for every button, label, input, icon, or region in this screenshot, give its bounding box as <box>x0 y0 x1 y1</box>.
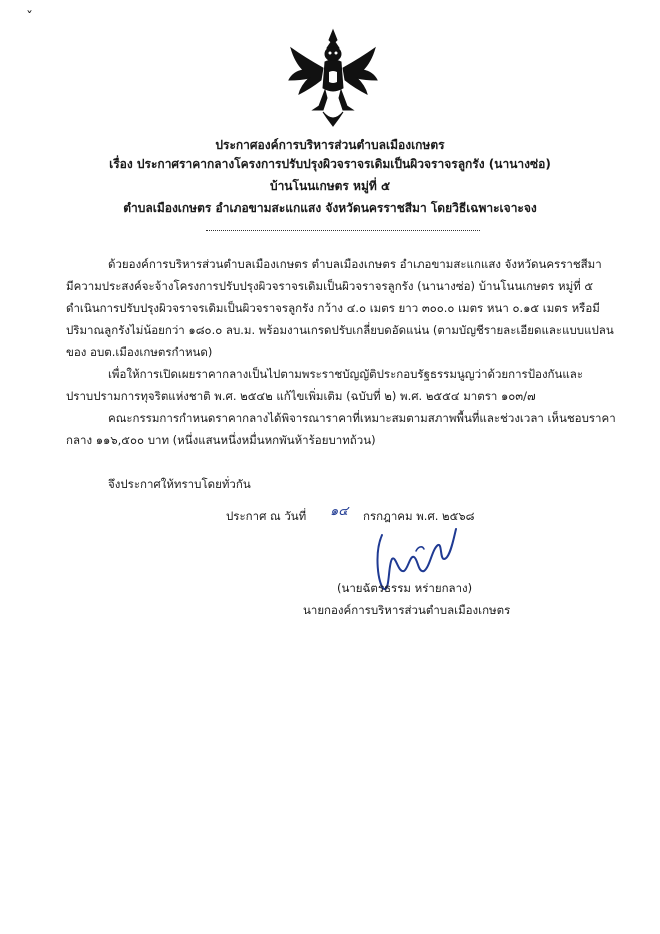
body-line: มีความประสงค์จะจ้างโครงการปรับปรุงผิวจราจรเดิมเป็นผิวจราจรลูกรัง (นานางซ่อ) บ้านโนนเกษตร หมู่ที่ ๕ <box>66 279 594 293</box>
announce-date-prefix: ประกาศ ณ วันที่ <box>226 509 307 523</box>
village-line: บ้านโนนเกษตร หมู่ที่ ๕ <box>269 179 391 193</box>
body-line: ดำเนินการปรับปรุงผิวจราจรเดิมเป็นผิวจราจรลูกรัง กว้าง ๔.๐ เมตร ยาว ๓๐๐.๐ เมตร หนา ๐.๑๕ เมตร หรือมี <box>66 301 600 315</box>
location-line: ตำบลเมืองเกษตร อำเภอขามสะแกแสง จังหวัดนครราชสีมา โดยวิธีเฉพาะเจาะจง <box>123 201 537 215</box>
dotted-divider <box>206 230 480 231</box>
corner-mark: ˇ <box>26 10 33 26</box>
announce-month-year: กรกฎาคม พ.ศ. ๒๕๖๘ <box>363 509 475 523</box>
body-line: ปริมาณลูกรังไม่น้อยกว่า ๑๘๐.๐ ลบ.ม. พร้อมงานเกรดปรับเกลี่ยบดอัดแน่น (ตามบัญชีรายละเอียดและแบบแปลน <box>66 323 614 337</box>
body-line: เพื่อให้การเปิดเผยราคากลางเป็นไปตามพระราชบัญญัติประกอบรัฐธรรมนูญว่าด้วยการป้องกันและ <box>108 367 584 381</box>
body-line: กลาง ๑๑๖,๕๐๐ บาท (หนึ่งแสนหนึ่งหมื่นหกพันห้าร้อยบาทถ้วน) <box>66 433 376 447</box>
body-line: ด้วยองค์การบริหารส่วนตำบลเมืองเกษตร ตำบลเมืองเกษตร อำเภอขามสะแกแสง จังหวัดนครราชสีมา <box>108 257 602 271</box>
subject-line: เรื่อง ประกาศราคากลางโครงการปรับปรุงผิวจราจรเดิมเป็นผิวจราจรลูกรัง (นานางซ่อ) <box>109 157 551 171</box>
signer-name: (นายฉัตรธรรม หร่ายกลาง) <box>337 581 473 595</box>
garuda-emblem-icon <box>285 28 381 128</box>
body-line: ปราบปรามการทุจริตแห่งชาติ พ.ศ. ๒๕๔๒ แก้ไขเพิ่มเติม (ฉบับที่ ๒) พ.ศ. ๒๕๕๔ มาตรา ๑๐๓/๗ <box>66 389 536 403</box>
body-line: ของ อบต.เมืองเกษตรกำหนด) <box>66 345 213 359</box>
announcement-title: ประกาศองค์การบริหารส่วนตำบลเมืองเกษตร <box>215 138 445 152</box>
announce-day-handwritten: ๑๔ <box>330 504 349 519</box>
body-line: คณะกรรมการกำหนดราคากลางได้พิจารณาราคาที่เหมาะสมตามสภาพพื้นที่และช่วงเวลา เห็นชอบราคา <box>108 411 616 425</box>
closing-line: จึงประกาศให้ทราบโดยทั่วกัน <box>108 477 251 491</box>
signer-position: นายกองค์การบริหารส่วนตำบลเมืองเกษตร <box>303 603 511 617</box>
